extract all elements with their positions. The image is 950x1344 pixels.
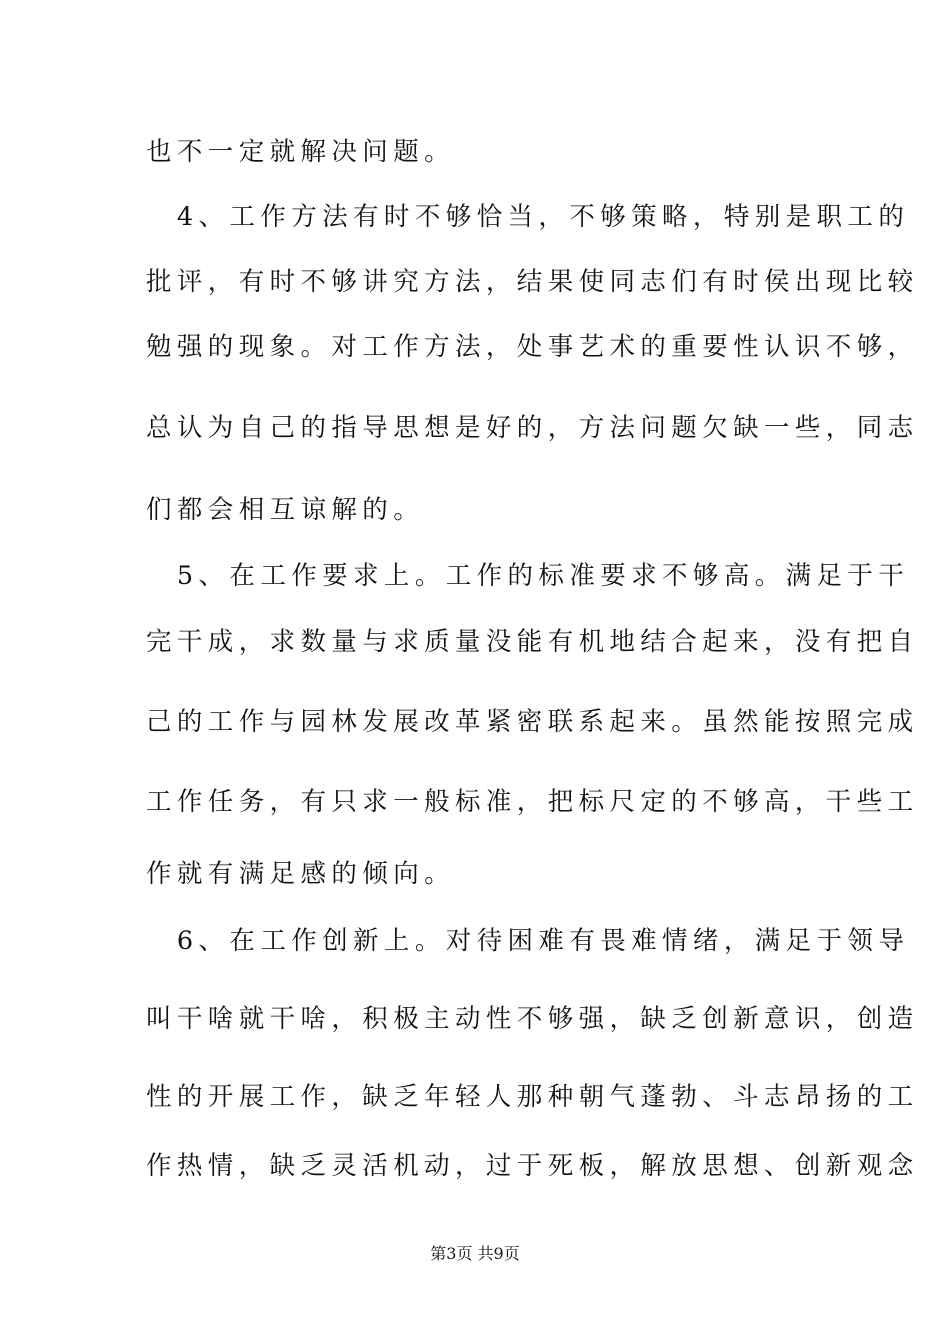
text-line: 己的工作与园林发展改革紧密联系起来。虽然能按照完成 (146, 707, 919, 737)
text-line: 总认为自己的指导思想是好的，方法问题欠缺一些，同志 (146, 413, 919, 443)
page-number-footer: 第3页 共9页 (430, 1244, 520, 1263)
text-line: 完干成，求数量与求质量没能有机地结合起来，没有把自 (146, 627, 919, 657)
text-line: 勉强的现象。对工作方法，处事艺术的重要性认识不够， (146, 332, 919, 362)
text-line: 作就有满足感的倾向。 (146, 859, 456, 889)
text-line: 们都会相互谅解的。 (146, 495, 425, 525)
text-line: 6、在工作创新上。对待困难有畏难情绪，满足于领导 (146, 926, 910, 956)
text-line: 4、工作方法有时不够恰当，不够策略，特别是职工的 (146, 202, 910, 232)
text-line: 性的开展工作，缺乏年轻人那种朝气蓬勃、斗志昂扬的工 (146, 1082, 919, 1112)
text-line: 5、在工作要求上。工作的标准要求不够高。满足于干 (146, 561, 910, 591)
text-line: 批评，有时不够讲究方法，结果使同志们有时侯出现比较 (146, 267, 919, 297)
text-line: 叫干啥就干啥，积极主动性不够强，缺乏创新意识，创造 (146, 1004, 919, 1034)
text-line: 作热情，缺乏灵活机动，过于死板，解放思想、创新观念 (146, 1151, 919, 1181)
text-line: 也不一定就解决问题。 (146, 137, 456, 167)
text-line: 工作任务，有只求一般标准，把标尺定的不够高，干些工 (146, 787, 919, 817)
